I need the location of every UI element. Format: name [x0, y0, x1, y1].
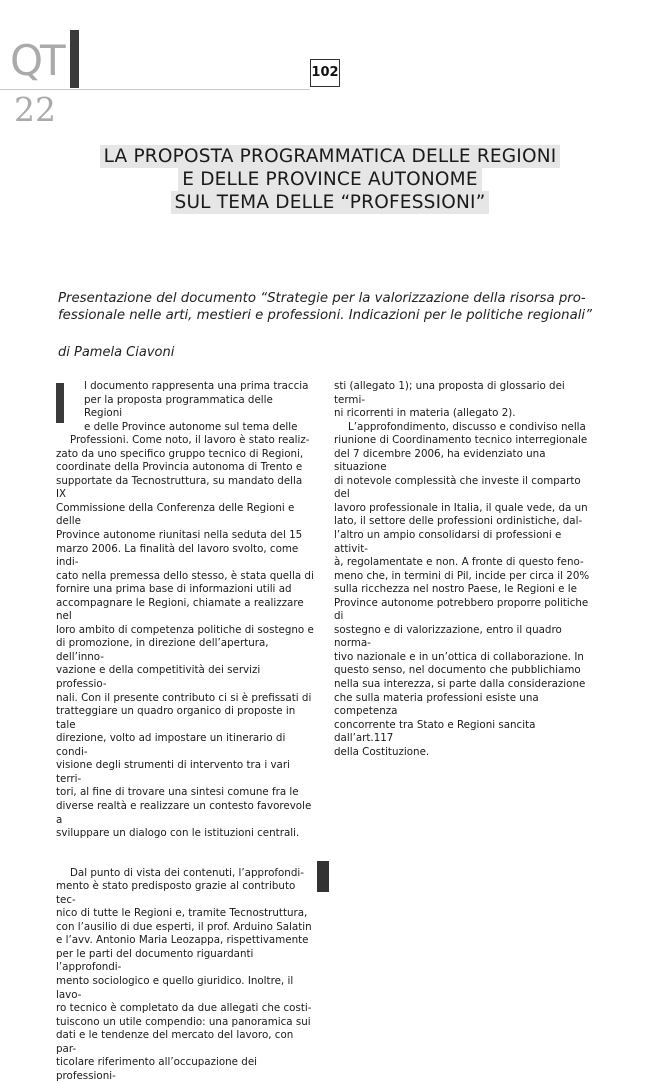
text-line: accompagnare le Regioni, chiamate a realizzare nel	[56, 596, 304, 623]
text-line: ro tecnico è completato da due allegati che costi-	[56, 1002, 312, 1015]
subtitle-line: fessionale nelle arti, mestieri e professioni. Indicazioni per le politiche regionali”	[58, 308, 593, 323]
text-line: di promozione, in direzione dell’apertura, dell’inno-	[56, 637, 269, 663]
text-line: Province autonome riunitasi nella seduta del 15	[56, 529, 303, 542]
text-line: cato nella premessa dello stesso, è stata quella di	[56, 569, 314, 582]
text-line: supportate da Tecnostruttura, su mandato della IX	[56, 474, 303, 501]
text-line: zato da uno specifico gruppo tecnico di Regioni,	[56, 447, 304, 460]
text-line: lavoro professionale in Italia, il quale vede, da un	[334, 501, 588, 514]
text-line: l’altro un ampio consolidarsi di professioni e attivit-	[334, 529, 562, 555]
article-subtitle	[58, 290, 618, 324]
text-column-left	[56, 380, 314, 1083]
text-line: tratteggiare un quadro organico di proposte in tale	[56, 705, 296, 731]
title-line: SUL TEMA DELLE “PROFESSIONI”	[171, 191, 490, 214]
text-line: per le parti del documento riguardanti l’approfondi-	[56, 947, 254, 974]
text-line: con l’ausilio di due esperti, il prof. Arduino Salatin	[56, 920, 312, 933]
journal-logo-letters: QT	[10, 36, 63, 85]
article-author: di Pamela Ciavoni	[58, 345, 175, 360]
text-line: nico di tutte le Regioni e, tramite Tecnostruttura,	[56, 907, 308, 920]
journal-issue-number: 22	[14, 90, 56, 129]
text-line: à, regolamentate e non. A fronte di questo feno-	[334, 556, 584, 569]
journal-logo-bar	[70, 30, 79, 88]
text-line: direzione, volto ad impostare un itinerario di condi-	[56, 732, 286, 758]
text-line: per la proposta programmatica delle Regioni	[84, 393, 273, 420]
text-line: tori, al fine di trovare una sintesi comune fra le	[56, 786, 299, 799]
text-line: ticolare riferimento all’occupazione dei professioni-	[56, 1056, 258, 1082]
text-line: che sulla materia professioni esiste una competenza	[334, 691, 539, 718]
text-line: e l’avv. Antonio Maria Leozappa, rispettivamente	[56, 934, 309, 947]
text-line: sostegno e di valorizzazione, entro il quadro norma-	[334, 623, 562, 650]
text-line: loro ambito di competenza politiche di sostegno e	[56, 623, 314, 636]
text-line: sti (allegato 1); una proposta di glossario dei termi-	[334, 380, 565, 406]
text-line: vazione e della competitività dei servizi professio-	[56, 664, 261, 691]
text-line: questo senso, nel documento che pubblichiamo	[334, 664, 581, 677]
article-title	[60, 145, 600, 214]
text-line: Commissione della Conferenza delle Regioni e delle	[56, 501, 295, 528]
text-line: dati e le tendenze del mercato del lavoro, con par-	[56, 1029, 294, 1055]
text-line: coordinate della Provincia autonoma di Trento e	[56, 461, 303, 474]
text-line: e delle Province autonome sul tema delle	[84, 420, 298, 433]
footer-bar	[317, 861, 329, 892]
text-line: lato, il settore delle professioni ordinistiche, dal-	[334, 515, 583, 528]
text-line: sulla ricchezza nel nostro Paese, le Regioni e le	[334, 583, 577, 596]
text-line: Dal punto di vista dei contenuti, l’approfondi-	[70, 866, 304, 879]
text-line: ni ricorrenti in materia (allegato 2).	[334, 407, 516, 420]
text-line: mento sociologico e quello giuridico. Inoltre, il lavo-	[56, 974, 294, 1001]
title-line: LA PROPOSTA PROGRAMMATICA DELLE REGIONI	[100, 145, 561, 168]
paragraph	[56, 867, 314, 1083]
text-line: nella sua interezza, si parte dalla considerazione	[334, 678, 586, 691]
paragraph	[334, 421, 592, 760]
text-line: tuiscono un utile compendio: una panoramica sui	[56, 1015, 311, 1028]
text-line: diverse realtà e realizzare un contesto favorevole a	[56, 799, 312, 826]
text-line: riunione di Coordinamento tecnico interregionale	[334, 434, 588, 447]
text-line: l documento rappresenta una prima traccia	[84, 380, 309, 392]
text-line: del 7 dicembre 2006, ha evidenziato una situazione	[334, 447, 546, 474]
page-number-box: 102	[310, 59, 340, 87]
paragraph	[334, 380, 592, 421]
text-line: L’approfondimento, discusso e condiviso nella	[348, 420, 586, 433]
paragraph	[56, 380, 314, 841]
text-line: tivo nazionale e in un’ottica di collaborazione. In	[334, 650, 584, 663]
text-line: della Costituzione.	[334, 745, 430, 758]
text-line: concorrente tra Stato e Regioni sancita dall’art.117	[334, 718, 536, 745]
text-line: meno che, in termini di Pil, incide per circa il 20%	[334, 569, 590, 582]
text-line: mento è stato predisposto grazie al contributo tec-	[56, 880, 296, 906]
text-line: Professioni. Come noto, il lavoro è stato realiz-	[70, 434, 310, 447]
text-column-right	[334, 380, 592, 759]
text-line: di notevole complessità che investe il comparto del	[334, 474, 581, 501]
text-line: fornire una prima base di informazioni utili ad	[56, 583, 292, 596]
text-line: marzo 2006. La finalità del lavoro svolto, come indi-	[56, 542, 299, 569]
text-line: visione degli strumenti di intervento tra i vari terri-	[56, 759, 290, 785]
text-line: sviluppare un dialogo con le istituzioni centrali.	[56, 827, 300, 840]
title-line: E DELLE PROVINCE AUTONOME	[178, 168, 481, 191]
text-line: nali. Con il presente contributo ci si è prefissati di	[56, 691, 312, 704]
text-line: Province autonome potrebbero proporre politiche di	[334, 596, 589, 623]
subtitle-line: Presentazione del documento “Strategie per la valorizzazione della risorsa pro-	[58, 291, 586, 306]
